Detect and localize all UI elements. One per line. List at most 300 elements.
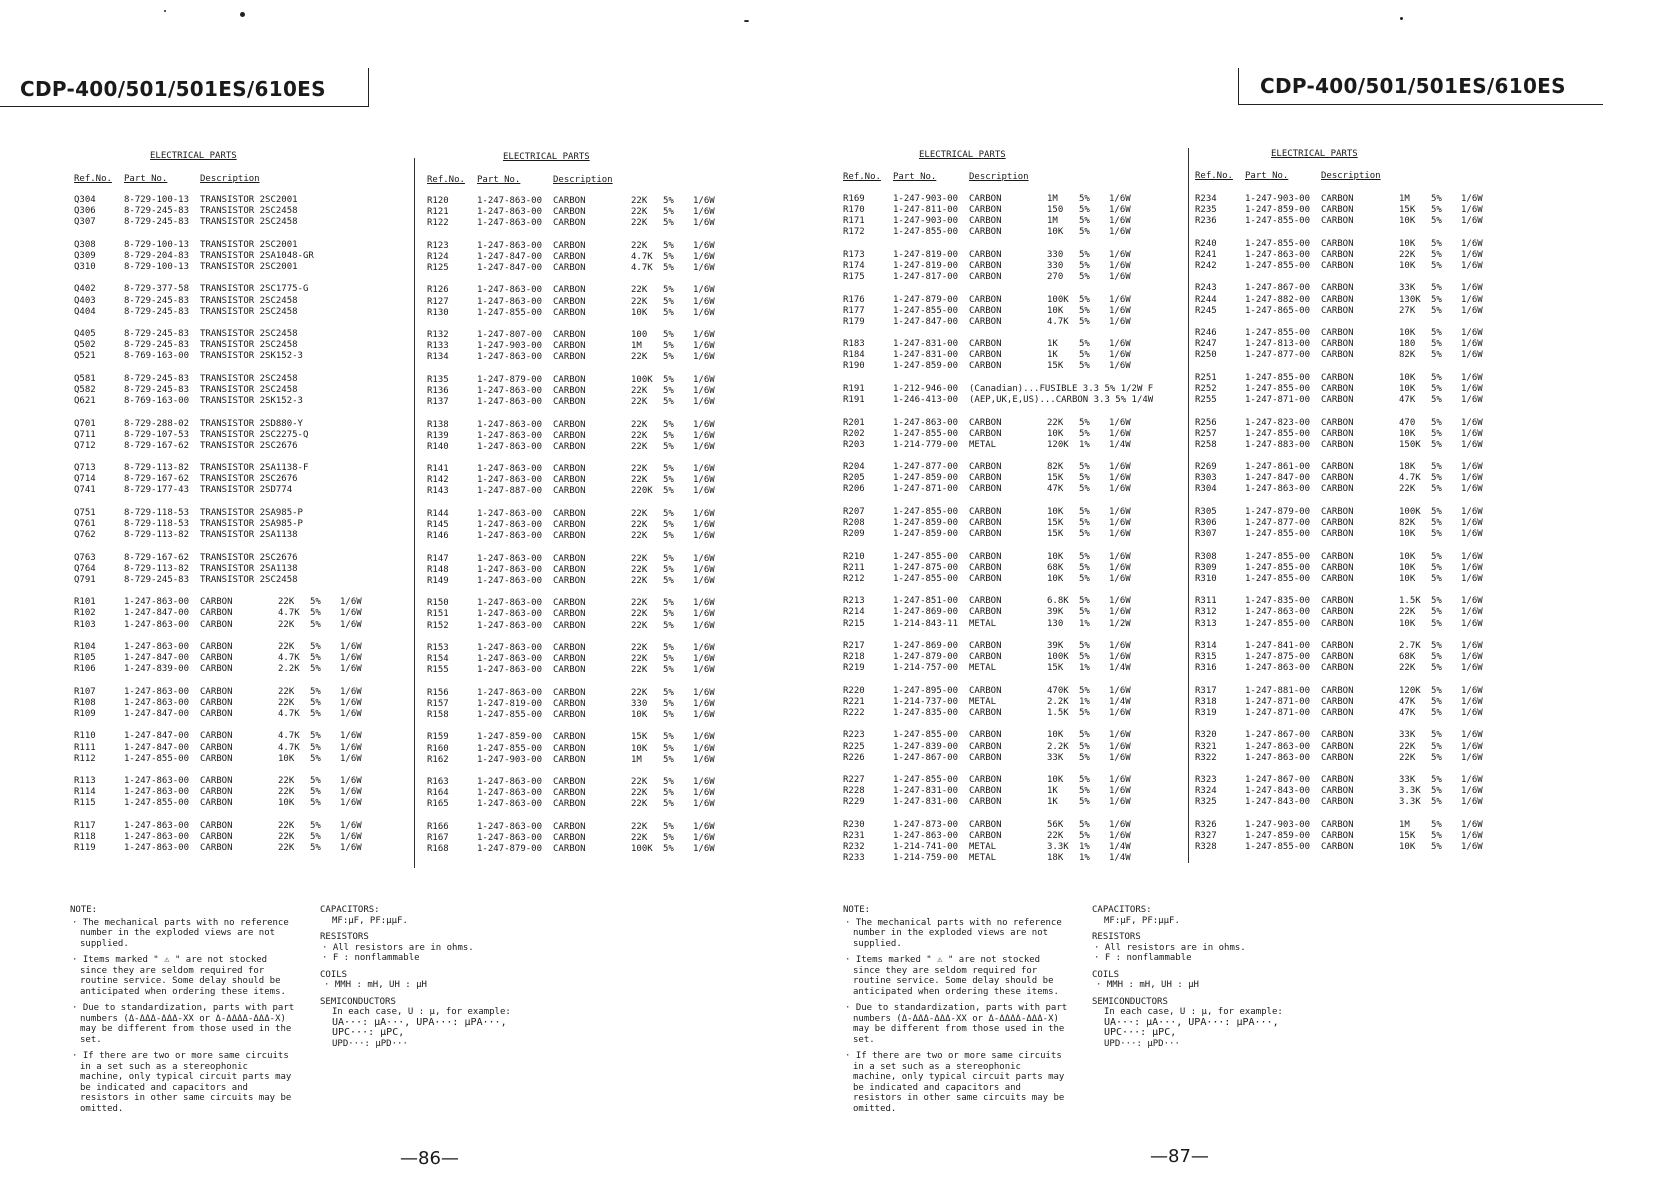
cell-part-no: 1-247-863-00	[477, 218, 543, 229]
capacitors-text: MF:μF, PF:μμF.	[1104, 915, 1180, 926]
cell-tolerance: 1%	[1079, 842, 1090, 852]
cell-description: CARBON	[553, 251, 586, 262]
cell-wattage: 1/6W	[1461, 328, 1483, 339]
cell-value: 10K	[278, 798, 295, 809]
cell-part-no: 1-247-855-00	[1245, 328, 1311, 339]
cell-tolerance: 5%	[1431, 506, 1442, 517]
cell-ref-no: R205	[843, 473, 865, 484]
cell-description: CARBON	[1321, 529, 1354, 540]
cell-part-no: 8-729-245-83	[124, 340, 190, 351]
cell-description: CARBON	[553, 464, 586, 475]
cell-part-no: 1-247-863-00	[1245, 249, 1311, 260]
cell-ref-no: R310	[1195, 573, 1217, 584]
cell-ref-no: Q405	[74, 329, 96, 340]
cell-wattage: 1/6W	[1461, 562, 1483, 573]
cell-part-no: 1-247-881-00	[1245, 685, 1311, 696]
cell-tolerance: 5%	[1431, 652, 1442, 663]
cell-description: CARBON	[1321, 238, 1354, 249]
cell-description: CARBON	[200, 664, 233, 675]
cell-ref-no: R142	[427, 475, 449, 486]
cell-tolerance: 5%	[1079, 607, 1090, 618]
scan-speck	[164, 10, 166, 12]
cell-part-no: 1-247-819-00	[893, 249, 959, 260]
cell-tolerance: 5%	[1079, 227, 1090, 238]
cell-part-no: 1-247-863-00	[124, 787, 190, 798]
cell-ref-no: R251	[1195, 372, 1217, 383]
cell-part-no: 1-214-737-00	[893, 696, 959, 707]
cell-ref-no: R101	[74, 597, 96, 608]
cell-tolerance: 5%	[1431, 194, 1442, 204]
cell-ref-no: R219	[843, 663, 865, 674]
cell-ref-no: R255	[1195, 395, 1217, 405]
resistors-item: · F : nonflammable	[322, 953, 420, 963]
cell-wattage: 1/6W	[1461, 752, 1483, 763]
cell-tolerance: 5%	[1079, 518, 1090, 528]
cell-value: 10K	[1047, 305, 1064, 316]
cell-wattage: 1/6W	[1461, 216, 1483, 227]
cell-tolerance: 5%	[1431, 663, 1442, 674]
cell-wattage: 1/6W	[1109, 339, 1131, 350]
cell-ref-no: R171	[843, 216, 865, 227]
cell-tolerance: 5%	[1431, 249, 1442, 260]
cell-part-no: 1-247-831-00	[893, 339, 959, 350]
legend-block	[320, 905, 520, 1055]
cell-ref-no: R241	[1195, 249, 1217, 260]
cell-wattage: 1/6W	[693, 520, 715, 530]
cell-part-no: 1-247-879-00	[893, 652, 959, 663]
cell-tolerance: 5%	[1431, 641, 1442, 651]
cell-value: 22K	[631, 643, 648, 653]
cell-wattage: 1/6W	[1109, 830, 1131, 841]
cell-tolerance: 5%	[310, 820, 321, 831]
cell-tolerance: 5%	[1431, 328, 1442, 339]
cell-wattage: 1/6W	[340, 619, 362, 630]
cell-part-no: 1-247-863-00	[477, 196, 543, 206]
cell-description: CARBON	[553, 654, 586, 665]
cell-part-no: 8-729-377-58	[124, 284, 190, 295]
cell-ref-no: R120	[427, 196, 449, 206]
cell-description: CARBON	[553, 330, 586, 341]
cell-value: 22K	[631, 475, 648, 486]
cell-tolerance: 5%	[310, 776, 321, 787]
cell-description: CARBON	[553, 643, 586, 653]
cell-description: CARBON	[553, 564, 586, 575]
cell-ref-no: R133	[427, 341, 449, 352]
cell-part-no: 1-247-855-00	[893, 573, 959, 584]
cell-wattage: 1/6W	[340, 742, 362, 753]
cell-part-no: 1-247-855-00	[1245, 383, 1311, 394]
cell-description: TRANSISTOR 2SC2458	[200, 373, 298, 384]
cell-part-no: 1-247-863-00	[893, 830, 959, 841]
cell-tolerance: 5%	[1431, 260, 1442, 271]
cell-wattage: 1/6W	[693, 732, 715, 743]
cell-tolerance: 5%	[1079, 596, 1090, 607]
cell-value: 33K	[1399, 775, 1416, 786]
semis-heading: SEMICONDUCTORS	[320, 996, 396, 1007]
header-part-no: Part No.	[1245, 171, 1289, 181]
cell-ref-no: R313	[1195, 618, 1217, 629]
cell-description: CARBON	[200, 708, 233, 719]
cell-tolerance: 1%	[1079, 439, 1090, 450]
header-ref-no: Ref.No.	[427, 175, 465, 185]
cell-tolerance: 5%	[1431, 842, 1442, 852]
cell-description: CARBON	[553, 709, 586, 720]
cell-tolerance: 5%	[1431, 607, 1442, 618]
cell-tolerance: 5%	[1079, 775, 1090, 786]
cell-part-no: 1-247-863-00	[477, 352, 543, 363]
cell-wattage: 1/6W	[340, 731, 362, 742]
cell-value: 15K	[1399, 830, 1416, 841]
cell-tolerance: 5%	[663, 564, 674, 575]
cell-value: 22K	[631, 821, 648, 832]
cell-part-no: 1-247-859-00	[477, 732, 543, 743]
cell-ref-no: R228	[843, 786, 865, 797]
header-description: Description	[969, 172, 1029, 182]
cell-wattage: 1/6W	[693, 564, 715, 575]
cell-description: CARBON	[969, 551, 1002, 562]
cell-wattage: 1/6W	[340, 843, 362, 853]
cell-tolerance: 5%	[1431, 562, 1442, 573]
cell-ref-no: Q621	[74, 396, 96, 406]
cell-value: 4.7K	[278, 608, 300, 619]
cell-wattage: 1/6W	[340, 653, 362, 664]
cell-ref-no: R303	[1195, 473, 1217, 484]
cell-part-no: 1-247-863-00	[124, 597, 190, 608]
cell-ref-no: R121	[427, 207, 449, 218]
cell-part-no: 1-247-863-00	[477, 240, 543, 251]
cell-value: 10K	[1399, 383, 1416, 394]
cell-part-no: 1-247-871-00	[893, 484, 959, 495]
cell-tolerance: 5%	[1079, 260, 1090, 271]
cell-ref-no: R117	[74, 820, 96, 831]
cell-description: CARBON	[1321, 484, 1354, 495]
cell-description: CARBON	[1321, 260, 1354, 271]
cell-value: 22K	[631, 207, 648, 218]
cell-part-no: 8-729-245-83	[124, 206, 190, 217]
cell-tolerance: 5%	[663, 374, 674, 385]
cell-part-no: 8-729-118-53	[124, 519, 190, 529]
cell-tolerance: 5%	[310, 653, 321, 664]
cell-tolerance: 5%	[1079, 641, 1090, 651]
cell-part-no: 1-247-863-00	[477, 464, 543, 475]
cell-value: 22K	[631, 777, 648, 788]
header-part-no: Part No.	[124, 174, 168, 184]
cell-description: CARBON	[969, 752, 1002, 763]
cell-part-no: 1-247-863-00	[1245, 752, 1311, 763]
cell-wattage: 1/6W	[1109, 484, 1131, 495]
cell-description: TRANSISTOR 2SC2676	[200, 552, 298, 563]
cell-ref-no: Q751	[74, 507, 96, 518]
cell-ref-no: R326	[1195, 819, 1217, 830]
cell-description: CARBON	[1321, 596, 1354, 607]
cell-value: 33K	[1047, 752, 1064, 763]
cell-part-no: 1-247-859-00	[893, 529, 959, 540]
cell-wattage: 1/6W	[1109, 272, 1131, 282]
cell-value: 15K	[1047, 663, 1064, 674]
cell-description: CARBON	[969, 249, 1002, 260]
cell-value: 1M	[1399, 819, 1410, 830]
cell-ref-no: R107	[74, 686, 96, 697]
note-text: The mechanical parts with no reference number in the exploded views are not supplied.	[80, 917, 289, 949]
cell-part-no: 1-247-855-00	[477, 743, 543, 754]
cell-part-no: 1-247-863-00	[124, 843, 190, 853]
cell-description: CARBON	[553, 598, 586, 609]
cell-part-no: 1-247-855-00	[893, 506, 959, 517]
cell-ref-no: Q581	[74, 373, 96, 384]
cell-ref-no: R109	[74, 708, 96, 719]
cell-ref-no: R226	[843, 752, 865, 763]
cell-ref-no: Q711	[74, 429, 96, 440]
cell-wattage: 1/6W	[1461, 652, 1483, 663]
cell-ref-no: R110	[74, 731, 96, 742]
cell-part-no: 1-247-863-00	[893, 417, 959, 428]
cell-value: 330	[1047, 249, 1064, 260]
cell-description: CARBON	[553, 374, 586, 385]
cell-tolerance: 5%	[1431, 529, 1442, 540]
cell-wattage: 1/6W	[693, 218, 715, 229]
cell-part-no: 8-729-113-82	[124, 563, 190, 574]
cell-ref-no: Q502	[74, 340, 96, 351]
cell-part-no: 1-247-843-00	[1245, 786, 1311, 797]
cell-tolerance: 5%	[663, 307, 674, 318]
cell-tolerance: 5%	[663, 475, 674, 486]
cell-part-no: 1-247-867-00	[893, 752, 959, 763]
cell-part-no: 1-247-863-00	[477, 397, 543, 407]
cell-part-no: 1-247-855-00	[1245, 260, 1311, 271]
cell-wattage: 1/6W	[1461, 518, 1483, 528]
cell-value: 180	[1399, 339, 1416, 350]
cell-part-no: 1-247-869-00	[893, 641, 959, 651]
cell-description: CARBON	[200, 742, 233, 753]
cell-description: CARBON	[1321, 439, 1354, 450]
cell-tolerance: 5%	[1079, 350, 1090, 361]
cell-ref-no: R215	[843, 618, 865, 629]
cell-tolerance: 5%	[1431, 350, 1442, 361]
cell-part-no: 1-247-855-00	[893, 227, 959, 238]
cell-tolerance: 5%	[663, 575, 674, 586]
cell-description: CARBON	[1321, 339, 1354, 350]
cell-value: 22K	[1399, 741, 1416, 752]
resistors-item: · F : nonflammable	[1094, 953, 1192, 963]
cell-wattage: 1/6W	[1109, 216, 1131, 227]
cell-wattage: 1/6W	[1109, 227, 1131, 238]
cell-tolerance: 5%	[1079, 305, 1090, 316]
cell-wattage: 1/6W	[1461, 685, 1483, 696]
cell-value: 6.8K	[1047, 596, 1069, 607]
cell-description: CARBON	[200, 831, 233, 842]
cell-part-no: 1-247-831-00	[893, 786, 959, 797]
cell-value: 150K	[1399, 439, 1421, 450]
cell-description: CARBON	[969, 316, 1002, 327]
cell-part-no: 1-247-877-00	[1245, 350, 1311, 361]
cell-part-no: 8-769-163-00	[124, 351, 190, 362]
cell-description: METAL	[969, 618, 997, 629]
cell-wattage: 1/6W	[1461, 641, 1483, 651]
cell-wattage: 1/6W	[1461, 842, 1483, 852]
cell-value: 22K	[631, 665, 648, 676]
cell-ref-no: R163	[427, 777, 449, 788]
cell-tolerance: 5%	[310, 731, 321, 742]
cell-value: 10K	[1399, 842, 1416, 852]
cell-part-no: 1-247-855-00	[124, 753, 190, 764]
cell-value: 22K	[1399, 249, 1416, 260]
cell-tolerance: 5%	[663, 464, 674, 475]
cell-tolerance: 5%	[1431, 696, 1442, 707]
cell-description: CARBON	[553, 743, 586, 754]
cell-part-no: 1-247-863-00	[477, 441, 543, 452]
cell-tolerance: 1%	[1079, 663, 1090, 674]
cell-description: CARBON	[1321, 618, 1354, 629]
cell-description: CARBON	[553, 397, 586, 407]
cell-part-no: 1-247-863-00	[1245, 607, 1311, 618]
cell-tolerance: 5%	[663, 240, 674, 251]
cell-ref-no: R112	[74, 753, 96, 764]
cell-description: CARBON	[969, 272, 1002, 282]
cell-wattage: 1/6W	[693, 821, 715, 832]
cell-ref-no: R174	[843, 260, 865, 271]
cell-wattage: 1/6W	[693, 832, 715, 843]
cell-ref-no: R322	[1195, 752, 1217, 763]
cell-description: CARBON	[969, 205, 1002, 216]
cell-ref-no: R311	[1195, 596, 1217, 607]
cell-description: TRANSISTOR 2SD880-Y	[200, 418, 303, 429]
cell-part-no: 8-729-100-13	[124, 195, 190, 205]
cell-part-no: 1-247-847-00	[477, 262, 543, 273]
cell-tolerance: 1%	[1079, 618, 1090, 629]
cell-part-no: 1-247-847-00	[124, 742, 190, 753]
cell-part-no: 1-247-861-00	[1245, 462, 1311, 473]
note-item: · If there are two or more same circuits in a set such as a stereophonic machine, only typical circuit parts may be indicated and capacitors and resistors in other same circuits may be omitted.	[845, 1051, 1065, 1114]
cell-part-no: 1-247-863-00	[477, 419, 543, 430]
page-number-right: —87—	[1150, 1146, 1209, 1167]
cell-part-no: 1-247-875-00	[1245, 652, 1311, 663]
cell-tolerance: 5%	[663, 821, 674, 832]
cell-tolerance: 5%	[1431, 830, 1442, 841]
cell-tolerance: 5%	[1431, 707, 1442, 718]
cell-ref-no: R321	[1195, 741, 1217, 752]
cell-wattage: 1/6W	[1109, 316, 1131, 327]
cell-value: 220K	[631, 486, 653, 497]
cell-tolerance: 5%	[1079, 417, 1090, 428]
cell-part-no: 1-247-847-00	[124, 731, 190, 742]
cell-ref-no: R223	[843, 730, 865, 741]
cell-wattage: 1/6W	[693, 207, 715, 218]
cell-value: 4.7K	[278, 742, 300, 753]
cell-part-no: 1-247-841-00	[1245, 641, 1311, 651]
cell-tolerance: 5%	[1079, 205, 1090, 216]
cell-ref-no: R167	[427, 832, 449, 843]
cell-description: TRANSISTOR 2SC2676	[200, 474, 298, 485]
cell-part-no: 1-247-855-00	[1245, 551, 1311, 562]
cell-tolerance: 5%	[1079, 551, 1090, 562]
cell-tolerance: 5%	[310, 697, 321, 708]
cell-wattage: 1/4W	[1109, 853, 1131, 864]
cell-description: METAL	[969, 663, 997, 674]
cell-tolerance: 5%	[1079, 819, 1090, 830]
cell-tolerance: 5%	[663, 788, 674, 799]
cell-wattage: 1/6W	[1461, 428, 1483, 439]
cell-wattage: 1/6W	[1461, 260, 1483, 271]
header-description: Description	[553, 175, 613, 185]
resistors-text: F : nonflammable	[1104, 953, 1192, 963]
cell-part-no: 1-247-883-00	[1245, 439, 1311, 450]
cell-value: 22K	[278, 697, 295, 708]
cell-description: TRANSISTOR 2SA985-P	[200, 507, 303, 518]
cell-description: CARBON	[200, 597, 233, 608]
cell-part-no: 1-214-741-00	[893, 842, 959, 852]
cell-value: 1M	[1399, 194, 1410, 204]
cell-value: 22K	[1399, 484, 1416, 495]
cell-description: CARBON	[1321, 294, 1354, 305]
cell-ref-no: R118	[74, 831, 96, 842]
cell-ref-no: R247	[1195, 339, 1217, 350]
cell-value: 47K	[1399, 395, 1416, 405]
cell-ref-no: R318	[1195, 696, 1217, 707]
cell-description: METAL	[969, 696, 997, 707]
cell-part-no: 1-247-863-00	[477, 508, 543, 519]
note-item: · Items marked " ⚠ " are not stocked since they are seldom required for routine service. Some delay should be anticipated when ordering these items.	[845, 955, 1059, 997]
cell-part-no: 1-247-863-00	[124, 820, 190, 831]
cell-ref-no: R236	[1195, 216, 1217, 227]
cell-description: CARBON	[1321, 652, 1354, 663]
cell-value: 4.7K	[1047, 316, 1069, 327]
cell-description: CARBON	[969, 294, 1002, 305]
cell-tolerance: 5%	[663, 799, 674, 810]
cell-tolerance: 5%	[1079, 462, 1090, 473]
cell-value: 22K	[631, 464, 648, 475]
cell-description: CARBON	[969, 428, 1002, 439]
cell-value: 15K	[1047, 361, 1064, 372]
cell-description: CARBON	[1321, 663, 1354, 674]
cell-wattage: 1/6W	[693, 196, 715, 206]
cell-part-no: 1-247-877-00	[1245, 518, 1311, 528]
cell-description: TRANSISTOR 2SA1048-GR	[200, 250, 314, 261]
cell-value: 130	[1047, 618, 1064, 629]
note-item: · If there are two or more same circuits in a set such as a stereophonic machine, only typical circuit parts may be indicated and capacitors and resistors in other same circuits may be omitted.	[72, 1051, 292, 1114]
cell-ref-no: Q712	[74, 440, 96, 451]
cell-ref-no: Q402	[74, 284, 96, 295]
cell-ref-no: R232	[843, 842, 865, 852]
cell-description: CARBON	[969, 216, 1002, 227]
cell-tolerance: 5%	[663, 441, 674, 452]
cell-tolerance: 5%	[1431, 439, 1442, 450]
cell-wattage: 1/6W	[693, 285, 715, 296]
cell-value: 1K	[1047, 797, 1058, 808]
cell-part-no: 1-247-882-00	[1245, 294, 1311, 305]
cell-ref-no: R231	[843, 830, 865, 841]
cell-part-no: 1-247-843-00	[1245, 797, 1311, 808]
cell-ref-no: R191	[843, 383, 865, 394]
cell-ref-no: R130	[427, 307, 449, 318]
cell-ref-no: R191	[843, 395, 865, 405]
cell-value: 4.7K	[278, 653, 300, 664]
cell-part-no: 1-247-807-00	[477, 330, 543, 341]
cell-description: TRANSISTOR 2SC2001	[200, 261, 298, 272]
cell-ref-no: R151	[427, 609, 449, 620]
cell-value: 22K	[631, 553, 648, 564]
cell-ref-no: R307	[1195, 529, 1217, 540]
cell-description: CARBON	[553, 754, 586, 765]
cell-description: CARBON	[969, 350, 1002, 361]
cell-ref-no: Q764	[74, 563, 96, 574]
cell-value: 1K	[1047, 786, 1058, 797]
cell-value: 1.5K	[1399, 596, 1421, 607]
cell-wattage: 1/6W	[693, 307, 715, 318]
cell-wattage: 1/4W	[1109, 439, 1131, 450]
cell-ref-no: R169	[843, 194, 865, 204]
cell-tolerance: 5%	[663, 352, 674, 363]
cell-wattage: 1/6W	[1461, 696, 1483, 707]
